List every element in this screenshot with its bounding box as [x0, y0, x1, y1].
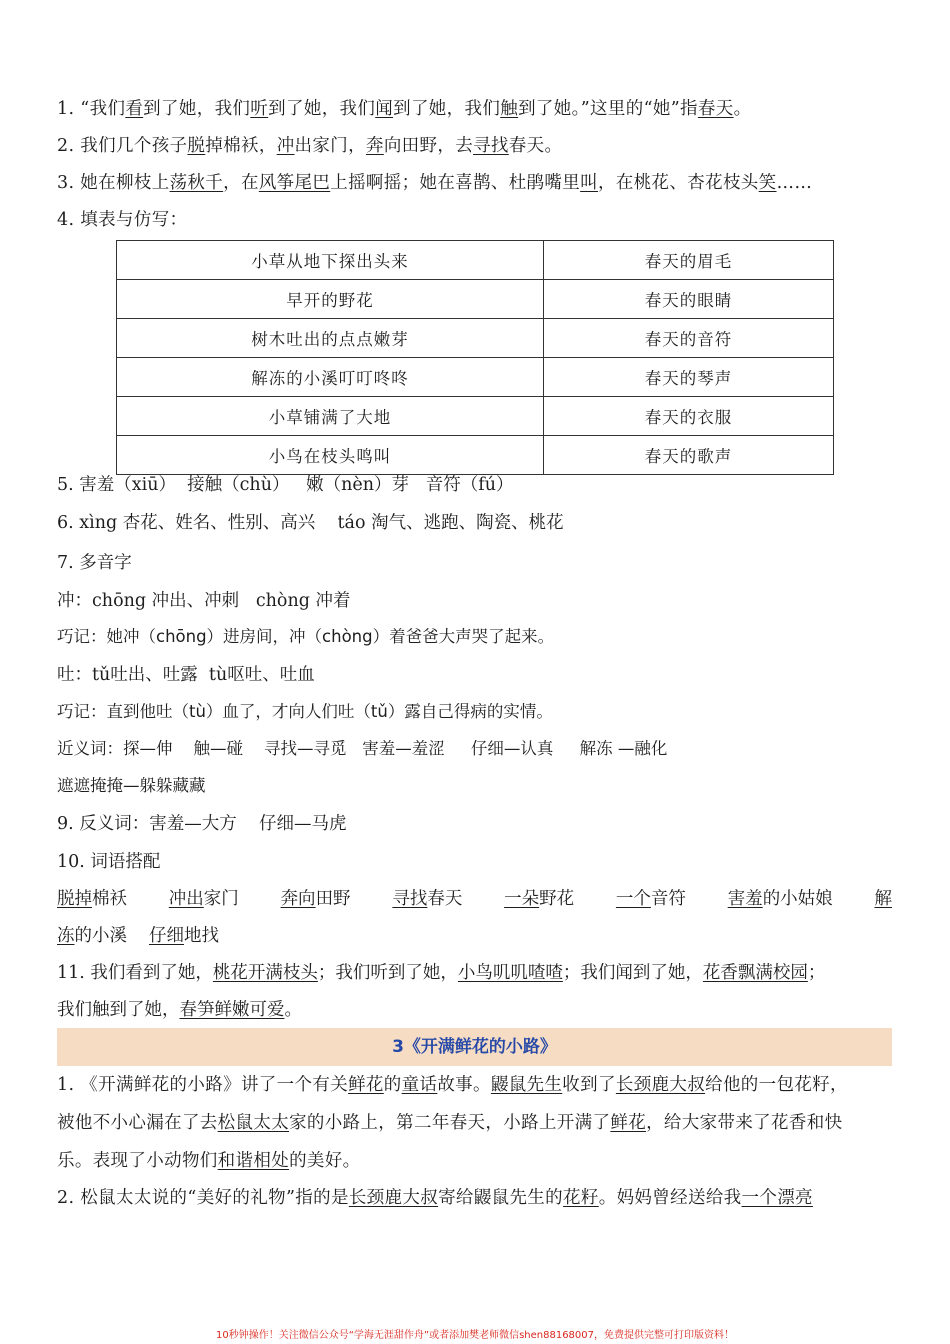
memory-tip-tu: 巧记：直到他吐（tù）血了，才向人们吐（tǔ）露自己得病的实情。: [57, 702, 553, 721]
table-cell-right: 春天的眉毛: [544, 241, 834, 280]
table-cell-right: 春天的眼睛: [544, 280, 834, 319]
collocation: 一个音符: [615, 889, 686, 909]
table-cell-left: 小鸟在枝头鸣叫: [117, 436, 544, 475]
table-row: [117, 241, 834, 280]
collocation: 冻的小溪: [57, 926, 127, 946]
answer-3: 3. 她在柳枝上荡秋千，在风筝尾巴上摇啊摇；她在喜鹊、杜鹃嘴里叫，在桃花、杏花枝头笑……: [57, 173, 813, 193]
synonyms-continued: 遮遮掩掩—躲躲藏藏: [57, 776, 206, 795]
collocations-row-1: [57, 887, 892, 911]
fill-table: [116, 240, 834, 475]
section-answer-1-line-3: 乐。表现了小动物们和谐相处的美好。: [57, 1151, 361, 1171]
table-cell-right: 春天的歌声: [544, 436, 834, 475]
section-answer-2: 2. 松鼠太太说的“美好的礼物”指的是长颈鹿大叔寄给鼹鼠先生的花籽。妈妈曾经送给我一个漂亮: [57, 1188, 813, 1208]
collocation: 冲出家门: [168, 889, 239, 909]
table-row: [117, 319, 834, 358]
answer-10-title: 10. 词语搭配: [57, 852, 161, 872]
answer-5: 5. 害羞（xiū） 接触（chù） 嫩（nèn）芽 音符（fú）: [57, 475, 514, 495]
section-answer-1-line-2: 被他不小心漏在了去松鼠太太家的小路上，第二年春天，小路上开满了鲜花，给大家带来了花香和快: [57, 1113, 843, 1133]
table-row: [117, 358, 834, 397]
answer-4-title: 4. 填表与仿写：: [57, 210, 188, 230]
answer-7-title: 7. 多音字: [57, 553, 132, 573]
memory-tip-chong: 巧记：她冲（chōng）进房间，冲（chòng）着爸爸大声哭了起来。: [57, 627, 555, 646]
answer-11-continued: 我们触到了她，春笋鲜嫩可爱。: [57, 1000, 302, 1020]
table-row: [117, 397, 834, 436]
collocation: 一朵野花: [504, 889, 575, 909]
table-cell-left: 解冻的小溪叮叮咚咚: [117, 358, 544, 397]
table-cell-right: 春天的音符: [544, 319, 834, 358]
polyphone-chong: 冲：chōng 冲出、冲刺 chòng 冲着: [57, 591, 351, 611]
collocation: 脱掉棉袄: [57, 889, 127, 909]
collocation: 寻找春天: [392, 889, 463, 909]
table-cell-left: 早开的野花: [117, 280, 544, 319]
section-answer-1: 1. 《开满鲜花的小路》讲了一个有关鲜花的童话故事。鼹鼠先生收到了长颈鹿大叔给他的一包花籽，: [57, 1075, 848, 1095]
section-heading: 3《开满鲜花的小路》: [57, 1028, 892, 1066]
table-row: [117, 280, 834, 319]
table-cell-right: 春天的衣服: [544, 397, 834, 436]
table-cell-right: 春天的琴声: [544, 358, 834, 397]
table-cell-left: 小草铺满了大地: [117, 397, 544, 436]
collocation: 解: [874, 889, 892, 909]
table-row: [117, 436, 834, 475]
collocations-row-2: [57, 924, 219, 948]
collocation: 仔细地找: [149, 926, 219, 946]
antonyms: 9. 反义词：害羞—大方 仔细—马虎: [57, 814, 347, 834]
collocation: 奔向田野: [280, 889, 351, 909]
answer-1: 1. “我们看到了她，我们听到了她，我们闻到了她，我们触到了她。”这里的“她”指春天。: [57, 99, 752, 119]
answer-11: 11. 我们看到了她，桃花开满枝头；我们听到了她，小鸟叽叽喳喳；我们闻到了她，花香飘满校园；: [57, 963, 826, 983]
collocation: 害羞的小姑娘: [727, 889, 833, 909]
footer-notice: 10秒钟操作！关注微信公众号“学海无涯甜作舟”或者添加樊老师微信shen88168007，免费提供完整可打印版资料！: [215, 1330, 735, 1341]
answer-6: 6. xìng 杏花、姓名、性别、高兴 táo 淘气、逃跑、陶瓷、桃花: [57, 513, 564, 533]
polyphone-tu: 吐：tǔ吐出、吐露 tù呕吐、吐血: [57, 665, 315, 685]
table-cell-left: 小草从地下探出头来: [117, 241, 544, 280]
answer-2: 2. 我们几个孩子脱掉棉袄，冲出家门，奔向田野，去寻找春天。: [57, 136, 563, 156]
table-cell-left: 树木吐出的点点嫩芽: [117, 319, 544, 358]
synonyms: 近义词：探—伸 触—碰 寻找—寻觅 害羞—羞涩 仔细—认真 解冻 —融化: [57, 739, 668, 758]
